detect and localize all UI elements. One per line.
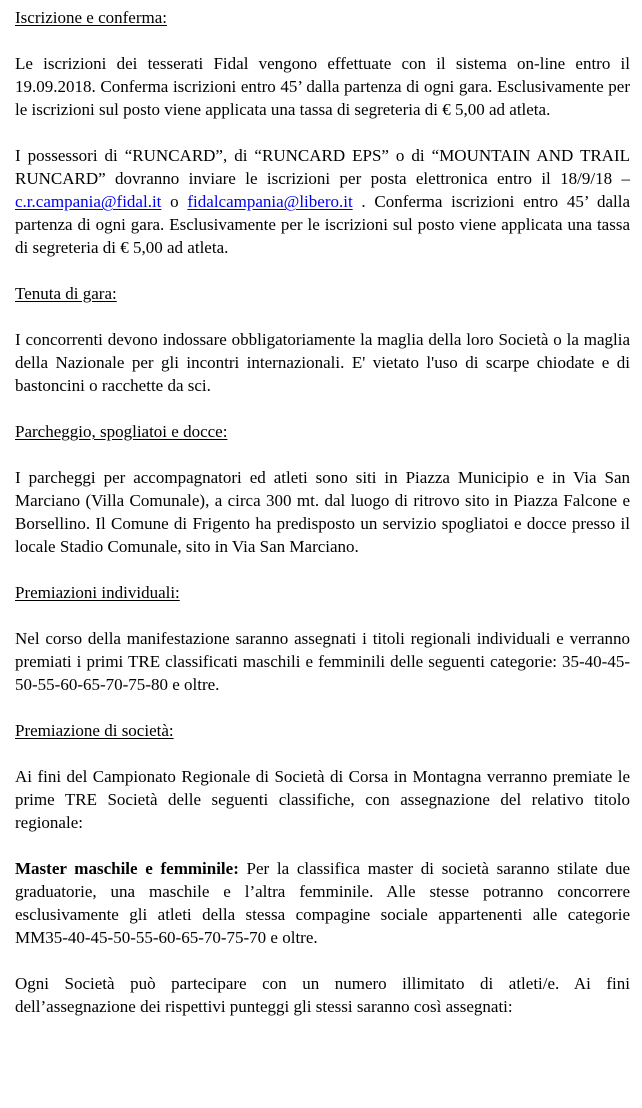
- runcard-text-a: I possessori di “RUNCARD”, di “RUNCARD EPS” o di “MOUNTAIN AND TRAIL RUNCARD” dovranno inviare le iscrizioni per posta elettronica entro il 18/9/18 –: [15, 146, 630, 188]
- email-link-libero[interactable]: fidalcampania@libero.it: [187, 192, 353, 211]
- paragraph-iscrizione-fidal: Le iscrizioni dei tesserati Fidal vengono effettuate con il sistema on-line entro il 19.09.2018. Conferma iscrizioni entro 45’ dalla partenza di ogni gara. Esclusivamente per le iscrizioni sul posto viene applicata una tassa di segreteria di € 5,00 ad atleta.: [15, 54, 630, 119]
- paragraph-master: [15, 857, 630, 949]
- email-link-fidal[interactable]: c.r.campania@fidal.it: [15, 192, 162, 211]
- runcard-text-c: . Conferma iscrizioni entro 45’ dalla partenza di ogni gara. Esclusivamente per le iscrizioni sul posto viene applicata una tassa di segreteria di € 5,00 ad atleta.: [15, 192, 630, 257]
- heading-premiazioni-individuali: Premiazioni individuali:: [15, 583, 180, 602]
- paragraph-tenuta: I concorrenti devono indossare obbligatoriamente la maglia della loro Società o la maglia della Nazionale per gli incontri internazionali. E' vietato l'uso di scarpe chiodate e di bastoncini o racchette da sci.: [15, 330, 630, 395]
- paragraph-premiazioni-individuali: Nel corso della manifestazione saranno assegnati i titoli regionali individuali e verranno premiati i primi TRE classificati maschili e femminili delle seguenti categorie: 35-40-45-50-55-60-65-70-75-80 e oltre.: [15, 629, 630, 694]
- document-page: [15, 6, 630, 1018]
- heading-tenuta: Tenuta di gara:: [15, 284, 117, 303]
- master-text: Per la classifica master di società saranno stilate due graduatorie, una maschile e l’altra femminile. Alle stesse potranno concorrere esclusivamente gli atleti della stessa compagine sociale appartenenti alle categorie MM35-40-45-50-55-60-65-70-75-70 e oltre.: [15, 859, 631, 947]
- heading-parcheggio: Parcheggio, spogliatoi e docce:: [15, 422, 228, 441]
- paragraph-punteggi: Ogni Società può partecipare con un numero illimitato di atleti/e. Ai fini dell’assegnazione dei rispettivi punteggi gli stessi saranno così assegnati:: [15, 974, 630, 1016]
- paragraph-iscrizione-runcard: [15, 144, 630, 259]
- paragraph-parcheggio: I parcheggi per accompagnatori ed atleti sono siti in Piazza Municipio e in Via San Marciano (Villa Comunale), a circa 300 mt. dal luogo di ritrovo sito in Piazza Falcone e Borsellino. Il Comune di Frigento ha predisposto un servizio spogliatoi e docce presso il locale Stadio Comunale, sito in Via San Marciano.: [15, 468, 630, 556]
- paragraph-premiazione-societa: Ai fini del Campionato Regionale di Società di Corsa in Montagna verranno premiate le prime TRE Società delle seguenti classifiche, con assegnazione del relativo titolo regionale:: [15, 767, 630, 832]
- heading-premiazione-societa: Premiazione di società:: [15, 721, 174, 740]
- master-label: Master maschile e femminile:: [15, 859, 239, 878]
- runcard-text-b: o: [161, 192, 188, 211]
- heading-iscrizione: Iscrizione e conferma:: [15, 8, 167, 27]
